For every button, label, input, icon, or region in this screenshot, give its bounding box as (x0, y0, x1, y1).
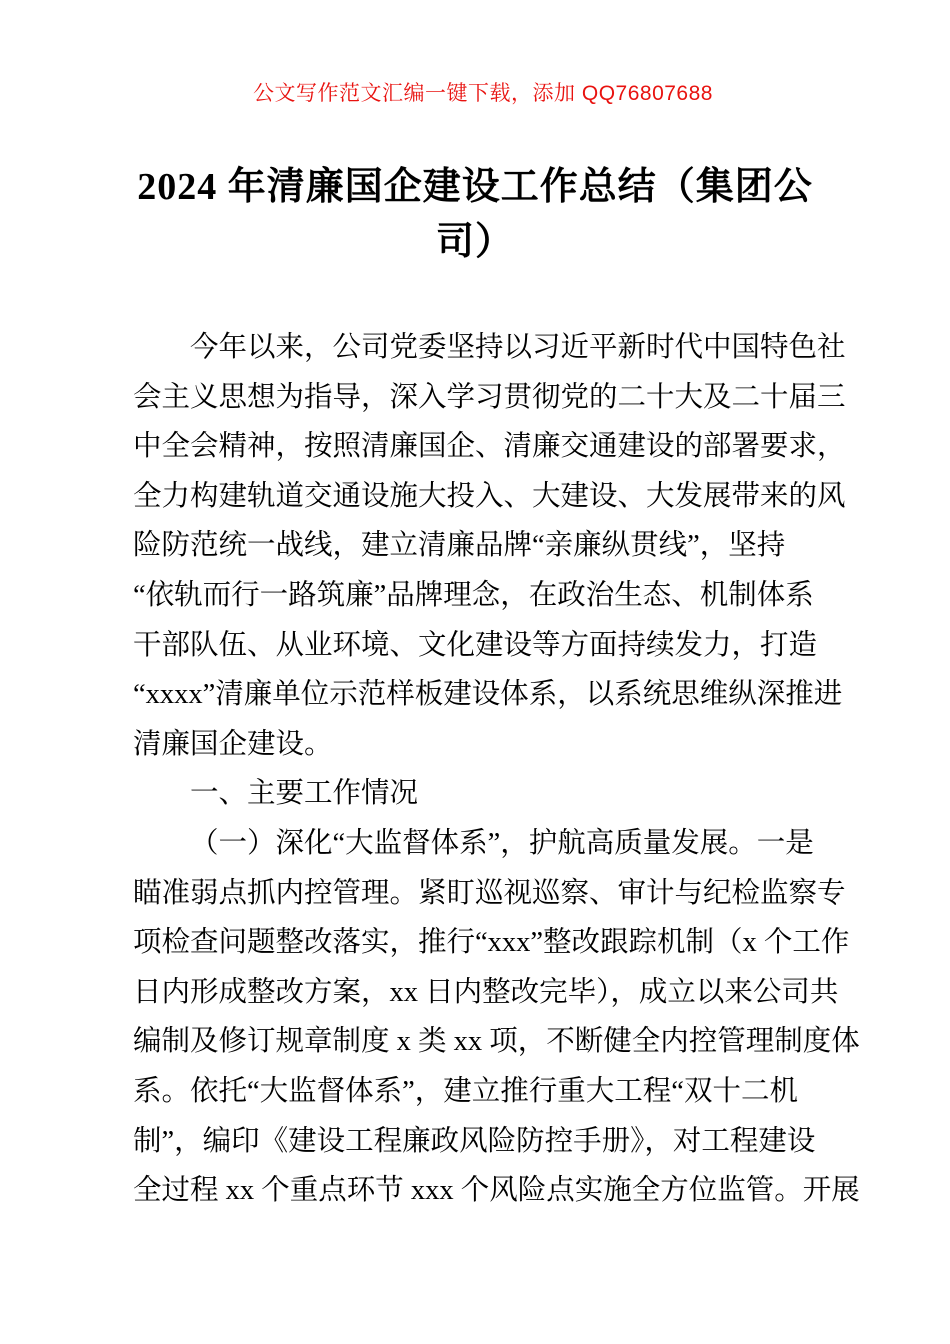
body-line: 系。依托“大监督体系”，建立推行重大工程“双十二机 (133, 1075, 798, 1107)
body-line: 制”，编印《建设工程廉政风险防控手册》，对工程建设 (133, 1125, 816, 1157)
document-body (133, 323, 860, 1216)
body-line: 全过程 xx 个重点环节 xxx 个风险点实施全方位监管。开展 (133, 1175, 860, 1207)
body-line: 清廉国企建设。 (133, 728, 333, 760)
body-line: 日内形成整改方案，xx 日内整改完毕），成立以来公司共 (133, 976, 839, 1008)
body-line: “xxxx”清廉单位示范样板建设体系，以系统思维纵深推进 (133, 679, 843, 711)
body-line: 一、主要工作情况 (190, 778, 419, 810)
body-line: 瞄准弱点抓内控管理。紧盯巡视巡察、审计与纪检监察专 (133, 877, 846, 909)
body-line: “依轨而行一路筑廉”品牌理念，在政治生态、机制体系 (133, 579, 814, 611)
document-title-line-1: 2024 年清廉国企建设工作总结（集团公 (137, 166, 813, 208)
document-title-line-2: 司） (435, 221, 514, 263)
body-line: （一）深化“大监督体系”，护航高质量发展。一是 (190, 827, 814, 859)
body-line: 项检查问题整改落实，推行“xxx”整改跟踪机制（x 个工作 (133, 927, 850, 959)
promo-header-text: 公文写作范文汇编一键下载，添加 QQ76807688 (253, 82, 713, 105)
body-line: 编制及修订规章制度 x 类 xx 项，不断健全内控管理制度体 (133, 1026, 860, 1058)
body-line: 中全会精神，按照清廉国企、清廉交通建设的部署要求， (133, 431, 846, 463)
body-line: 全力构建轨道交通设施大投入、大建设、大发展带来的风 (133, 480, 846, 512)
body-line: 险防范统一战线，建立清廉品牌“亲廉纵贯线”，坚持 (133, 530, 786, 562)
document-title (100, 160, 850, 270)
body-line: 会主义思想为指导，深入学习贯彻党的二十大及二十届三 (133, 381, 846, 413)
body-line: 干部队伍、从业环境、文化建设等方面持续发力，打造 (133, 629, 818, 661)
body-line: 今年以来，公司党委坚持以习近平新时代中国特色社 (190, 332, 846, 363)
